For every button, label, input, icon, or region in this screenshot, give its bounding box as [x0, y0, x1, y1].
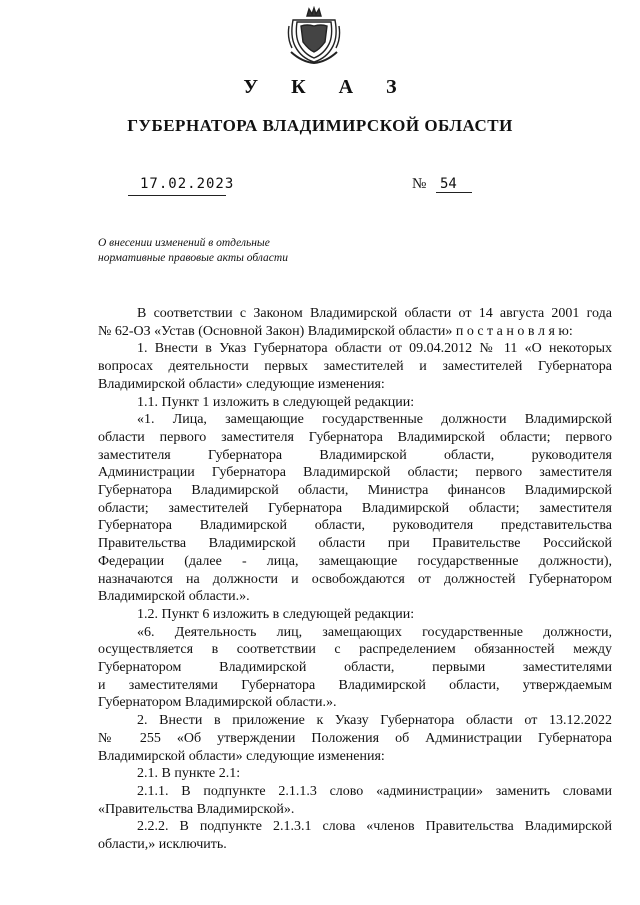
coat-of-arms-emblem: [287, 6, 341, 64]
body-line: 2.1. В пункте 2.1:: [137, 766, 241, 782]
decree-date: 17.02.2023: [140, 176, 235, 192]
body-line: назначаются на должности и освобождаются от должностей Губернатором: [98, 571, 612, 587]
body-line: области; заместителей Губернатора Владимирской области; заместителя: [98, 500, 612, 516]
document-title: У К А З: [243, 76, 411, 98]
body-line: 1.1. Пункт 1 изложить в следующей редакции:: [137, 394, 415, 410]
body-line: области,» исключить.: [98, 837, 227, 853]
decree-subject: [98, 236, 288, 266]
body-line: № 255 «Об утверждении Положения об Администрации Губернатора: [98, 730, 612, 746]
body-line: Владимирской области» следующие изменения:: [98, 376, 385, 392]
body-line: «6. Деятельность лиц, замещающих государственные должности,: [137, 624, 612, 640]
body-line: и заместителями Губернатора Владимирской области, утверждаемым: [98, 677, 612, 693]
body-line: Владимирской области» следующие изменения:: [98, 748, 385, 764]
body-line: 2.1.1. В подпункте 2.1.1.3 слово «администрации» заменить словами: [137, 783, 612, 799]
body-line: «1. Лица, замещающие государственные должности Владимирской: [137, 412, 612, 428]
subject-line: О внесении изменений в отдельные: [98, 237, 270, 249]
body-line: № 62-ОЗ «Устав (Основной Закон) Владимирской области» п о с т а н о в л я ю:: [98, 323, 573, 339]
body-line: 2.2.2. В подпункте 2.1.3.1 слова «членов Правительства Владимирской: [137, 819, 612, 835]
subject-line: нормативные правовые акты области: [98, 252, 288, 264]
body-line: вопросах деятельности первых заместителей и заместителей Губернатора: [98, 359, 612, 375]
body-line: Правительства Владимирской области при Правительстве Российской: [98, 536, 612, 552]
body-line: Губернатором Владимирской области, первыми заместителями: [98, 660, 612, 676]
decree-number: 54: [436, 176, 472, 193]
body-line: В соответствии с Законом Владимирской области от 14 августа 2001 года: [137, 306, 612, 321]
body-line: Администрации Губернатора Владимирской области; первого заместителя: [98, 465, 612, 481]
body-line: области первого заместителя Губернатора Владимирской области; первого: [98, 429, 612, 445]
body-line: 2. Внести в приложение к Указу Губернатора области от 13.12.2022: [137, 713, 612, 729]
number-sign: №: [412, 176, 427, 192]
document-issuer: ГУБЕРНАТОРА ВЛАДИМИРСКОЙ ОБЛАСТИ: [127, 116, 513, 135]
body-line: Федерации (далее - лица, замещающие государственные должности),: [98, 553, 612, 569]
decree-body: [98, 305, 612, 854]
body-line: 1.2. Пункт 6 изложить в следующей редакции:: [137, 606, 415, 622]
body-line: 1. Внести в Указ Губернатора области от 09.04.2012 № 11 «О некоторых: [137, 341, 612, 357]
body-line: «Правительства Владимирской».: [98, 801, 295, 817]
body-line: Губернатора Владимирской области, Министра финансов Владимирской: [98, 483, 612, 499]
body-line: Владимирской области.».: [98, 589, 250, 605]
date-underline: [128, 195, 226, 196]
body-line: заместителя Губернатора Владимирской области, руководителя: [98, 447, 612, 463]
body-line: Губернатором Владимирской области.».: [98, 695, 337, 711]
body-line: осуществляется в соответствии с распределением обязанностей между: [98, 642, 612, 658]
body-line: Губернатора Владимирской области, руководителя представительства: [98, 518, 612, 534]
